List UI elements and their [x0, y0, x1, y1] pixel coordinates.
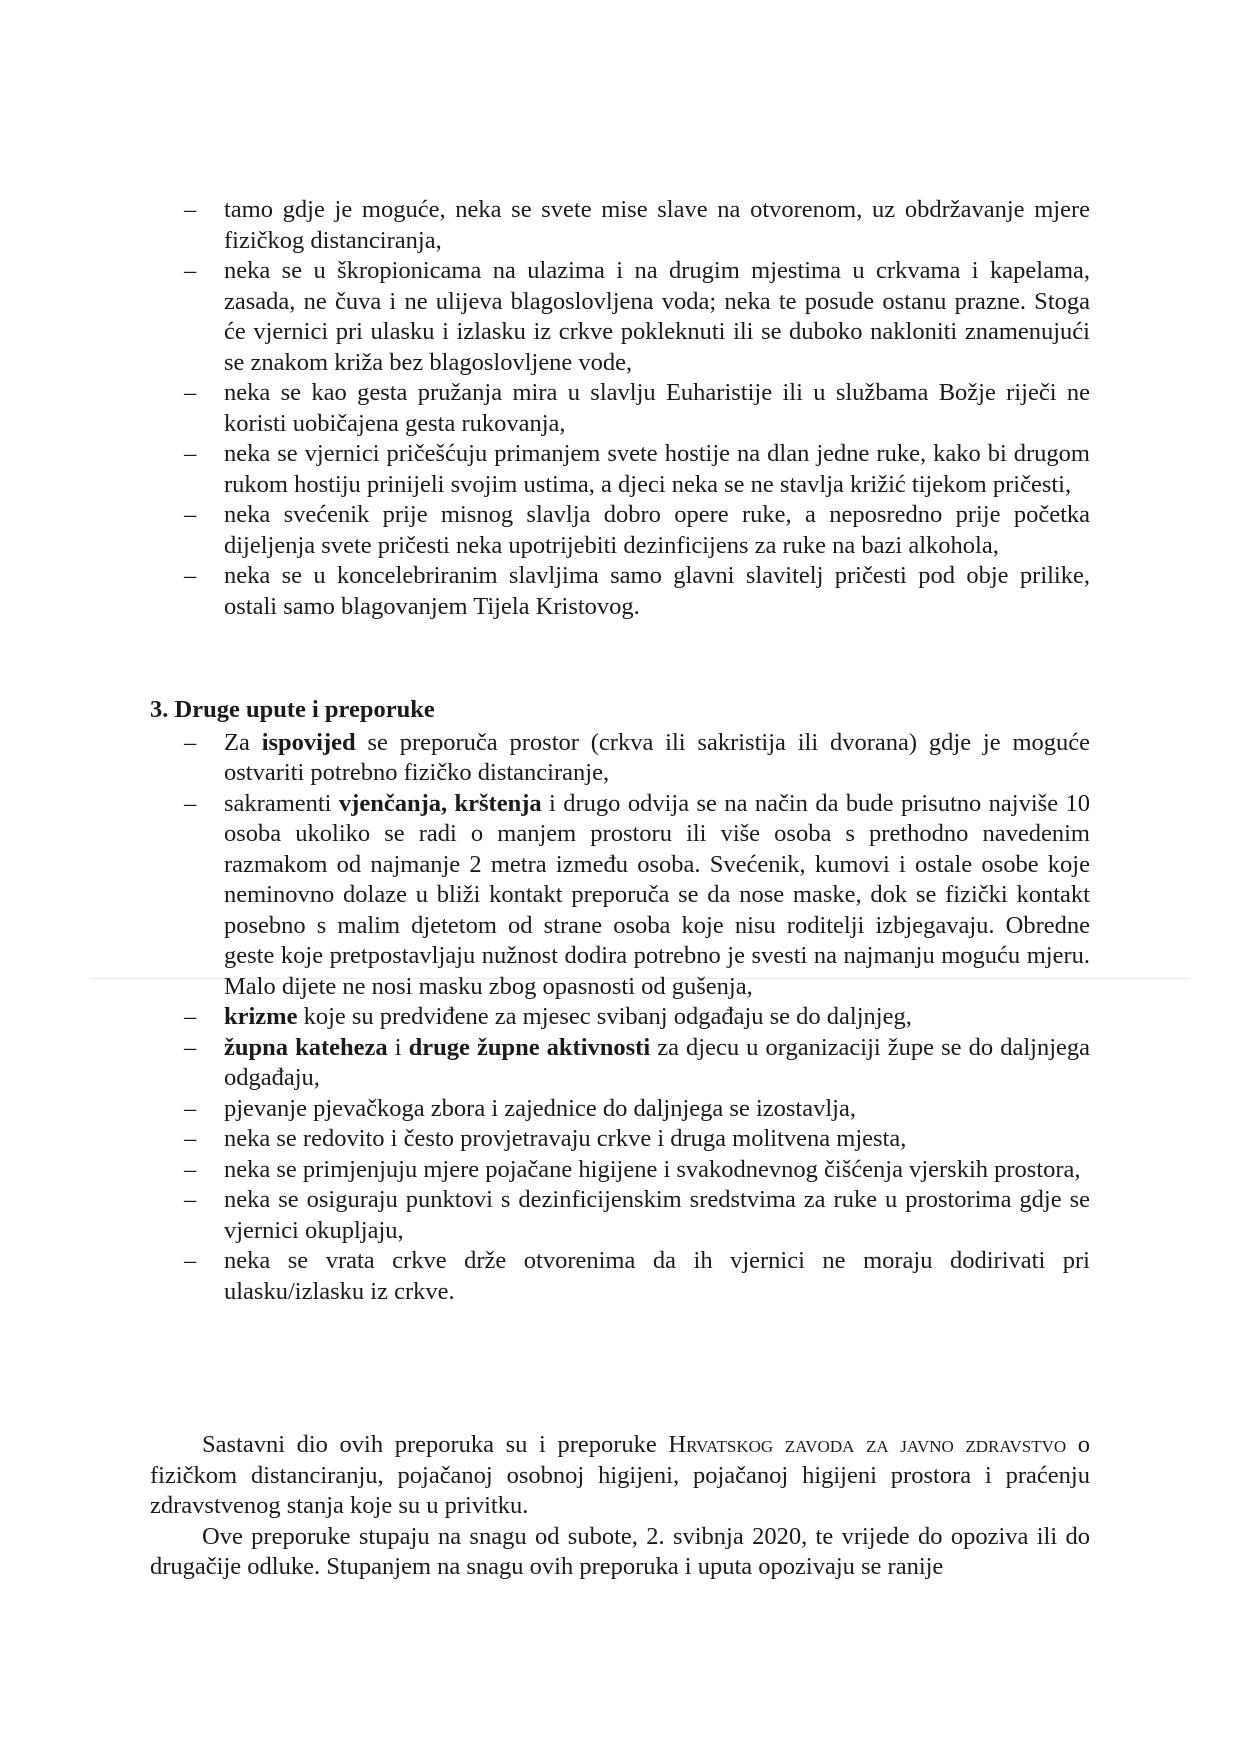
list-item: – neka se redovito i često provjetravaju crkve i druga molitvena mjesta,	[150, 1124, 1090, 1155]
text-run: o fizičkom distanciranju, pojačanoj osobnoj higijeni, pojačanoj higijeni prostora i praćenju zdravstvenog stanja koje su u privitku.	[150, 1431, 1091, 1519]
closing-paragraphs	[150, 1430, 1090, 1583]
bold-term: krizme	[224, 1003, 298, 1030]
text-run: Za	[224, 728, 262, 756]
list-item: – neka se kao gesta pružanja mira u slavlju Euharistije ili u službama Božje riječi ne koristi uobičajena gesta rukovanja,	[150, 378, 1090, 439]
section-3	[150, 695, 1090, 1307]
list-item: – neka se primjenjuju mjere pojačane higijene i svakodnevnog čišćenja vjerskih prostora,	[150, 1155, 1090, 1186]
list-item: – neka se vjernici pričešćuju primanjem svete hostije na dlan jedne ruke, kako bi drugom rukom hostiju prinijeli svojim ustima, a djeci neka se ne stavlja križić tijekom pričesti,	[150, 439, 1090, 500]
guidelines-list-continued	[150, 195, 1090, 622]
organization-name: Hrvatskog zavoda za javno zdravstvo	[668, 1431, 1067, 1458]
text-run: i	[387, 1033, 409, 1061]
text-run: Sastavni dio ovih preporuka su i preporuke	[202, 1431, 669, 1458]
text-run: i drugo odvija se na način da bude prisutno najviše 10 osoba ukoliko se radi o manjem prostoru ili više osoba s prethodno navedenim razmakom od najmanje 2 metra između osoba. Svećenik, kumovi i ostale osobe koje neminovno dolaze u bliži kontakt preporuča se da nose maske, dok se fizički kontakt posebno s malim djetetom od strane osoba koje nisu roditelji izbjegavaju. Obredne geste koje pretpostavljaju nužnost dodira potrebno je svesti na najmanju moguću mjeru. Malo dijete ne nosi masku zbog opasnosti od gušenja,	[224, 789, 1090, 1000]
list-item: – pjevanje pjevačkoga zbora i zajednice do daljnjega se izostavlja,	[150, 1094, 1090, 1125]
dash-list-2	[150, 728, 1090, 1308]
text-run: za djecu u organizaciji župe se do daljnjega odgađaju,	[224, 1033, 1090, 1091]
paragraph	[150, 1430, 1090, 1522]
list-item: – neka se vrata crkve drže otvorenima da ih vjernici ne moraju dodirivati pri ulasku/izlasku iz crkve.	[150, 1246, 1090, 1307]
text-run: koje su predviđene za mjesec svibanj odgađaju se do daljnjeg,	[297, 1003, 912, 1030]
list-item: – neka se osiguraju punktovi s dezinficijenskim sredstvima za ruke u prostorima gdje se vjernici okupljaju,	[150, 1185, 1090, 1246]
text-run: sakramenti	[224, 789, 339, 817]
bold-term: ispovijed	[261, 728, 356, 756]
bold-term: župna kateheza	[224, 1033, 388, 1061]
list-item	[150, 1033, 1090, 1094]
list-item: – neka svećenik prije misnog slavlja dobro opere ruke, a neposredno prije početka dijeljenja svete pričesti neka upotrijebiti dezinficijens za ruke na bazi alkohola,	[150, 500, 1090, 561]
list-item: – tamo gdje je moguće, neka se svete mise slave na otvorenom, uz obdržavanje mjere fizičkog distanciranja,	[150, 195, 1090, 256]
section-heading: 3. Druge upute i preporuke	[150, 696, 435, 723]
paragraph: Ove preporuke stupaju na snagu od subote, 2. svibnja 2020, te vrijede do opoziva ili do drugačije odluke. Stupanjem na snagu ovih preporuka i uputa opozivaju se ranije	[150, 1522, 1090, 1580]
list-item	[150, 728, 1090, 789]
text-run: se preporuča prostor (crkva ili sakristija ili dvorana) gdje je moguće ostvariti potrebno fizičko distanciranje,	[224, 728, 1090, 786]
list-item: – neka se u škropionicama na ulazima i na drugim mjestima u crkvama i kapelama, zasada, ne čuva i ne ulijeva blagoslovljena voda; neka te posude ostanu prazne. Stoga će vjernici pri ulasku i izlasku iz crkve pokleknuti ili se duboko nakloniti znamenujući se znakom križa bez blagoslovljene vode,	[150, 256, 1090, 378]
list-item: – neka se u koncelebriranim slavljima samo glavni slavitelj pričesti pod obje prilike, ostali samo blagovanjem Tijela Kristovog.	[150, 561, 1090, 622]
dash-list-1	[150, 195, 1090, 622]
bold-term: vjenčanja, krštenja	[338, 789, 542, 817]
list-item	[150, 789, 1090, 1003]
list-item	[150, 1002, 1090, 1033]
bold-term: druge župne aktivnosti	[408, 1033, 651, 1061]
